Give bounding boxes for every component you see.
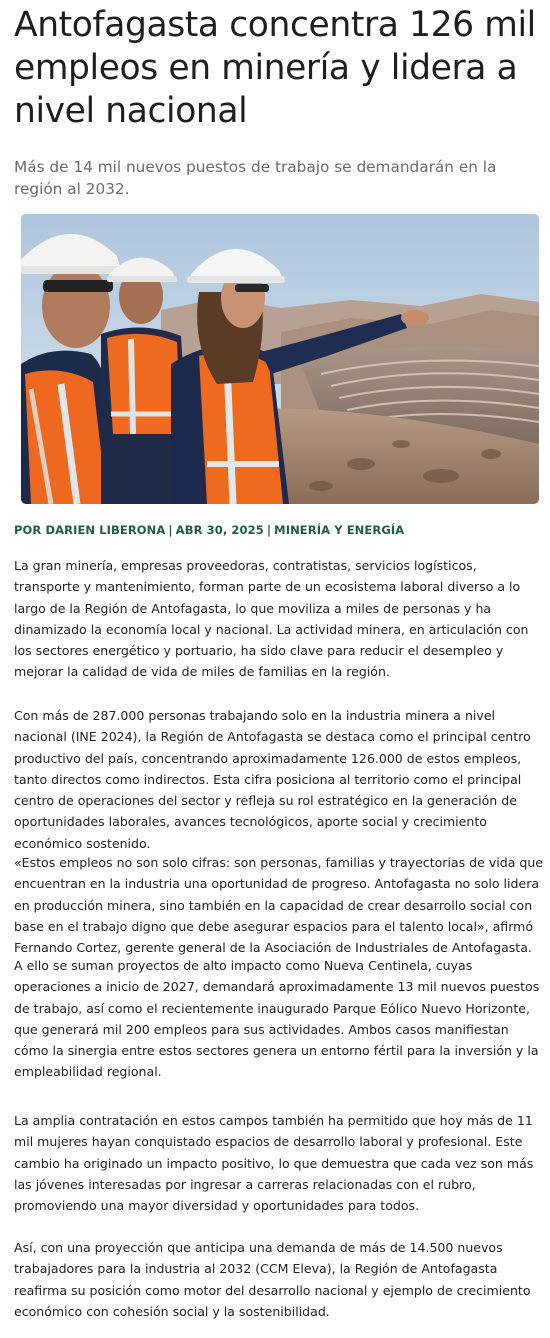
hero-image [21,214,539,504]
article-paragraph: La amplia contratación en estos campos también ha permitido que hoy más de 11 mil mujeres hayan conquistado espacios de desarrollo laboral y profesional. Este cambio ha originado un impacto positivo, lo que demuestra que cada vez son más las jóvenes interesadas por ingresar a carreras relacionadas con el rubro, promoviendo una mayor diversidad y oportunidades para todos. [14,1113,534,1214]
mining-workers-photo [21,214,539,504]
byline-date: ABR 30, 2025 [175,523,264,537]
article-byline [14,522,542,538]
byline-separator: | [168,523,173,537]
byline-author[interactable]: POR DARIEN LIBERONA [14,523,166,537]
article-headline: Antofagasta concentra 126 mil empleos en minería y lidera a nivel nacional [14,5,536,131]
article-paragraph: Con más de 287.000 personas trabajando solo en la industria minera a nivel nacional (INE 2024), la Región de Antofagasta se destaca como el principal centro productivo del país, concentrando aproximadamente 126.000 de estos empleos, tanto directos como indirectos. Esta cifra posiciona al territorio como el principal centro de operaciones del sector y refleja su rol estratégico en la generación de oportunidades laborales, avances tecnológicos, aporte social y crecimiento económico sostenido. [14,708,531,851]
byline-separator: | [266,523,272,537]
article-paragraph: A ello se suman proyectos de alto impacto como Nueva Centinela, cuyas operaciones a inicio de 2027, demandará aproximadamente 13 mil nuevos puestos de trabajo, así como el recientemente inaugurado Parque Eólico Nuevo Horizonte, que generará mil 200 empleos para sus actividades. Ambos casos manifiestan cómo la sinergia entre estos sectores genera un entorno fértil para la inversión y la empleabilidad regional. [14,958,540,1080]
byline-category[interactable]: MINERÍA Y ENERGÍA [274,523,405,537]
article-paragraph: «Estos empleos no son solo cifras: son personas, familias y trayectorias de vida que encuentran en la industria una oportunidad de progreso. Antofagasta no solo lidera en producción minera, sino también en la capacidad de crear desarrollo social con base en el trabajo digno que debe asegurar espacios para el talento local», afirmó Fernando Cortez, gerente general de la Asociación de Industriales de Antofagasta. [14,855,544,956]
article-subtitle: Más de 14 mil nuevos puestos de trabajo se demandarán en la región al 2032. [14,158,497,198]
article-paragraph: La gran minería, empresas proveedoras, contratistas, servicios logísticos, transporte y mantenimiento, forman parte de un ecosistema laboral diverso a lo largo de la Región de Antofagasta, lo que moviliza a miles de personas y ha dinamizado la economía local y nacional. La actividad minera, en articulación con los sectores energético y portuario, ha sido clave para reducir el desempleo y mejorar la calidad de vida de miles de familias en la región. [14,558,529,680]
article-paragraph: Así, con una proyección que anticipa una demanda de más de 14.500 nuevos trabajadores para la industria al 2032 (CCM Eleva), la Región de Antofagasta reafirma su posición como motor del desarrollo nacional y ejemplo de crecimiento económico con cohesión social y la sostenibilidad. [14,1240,531,1319]
